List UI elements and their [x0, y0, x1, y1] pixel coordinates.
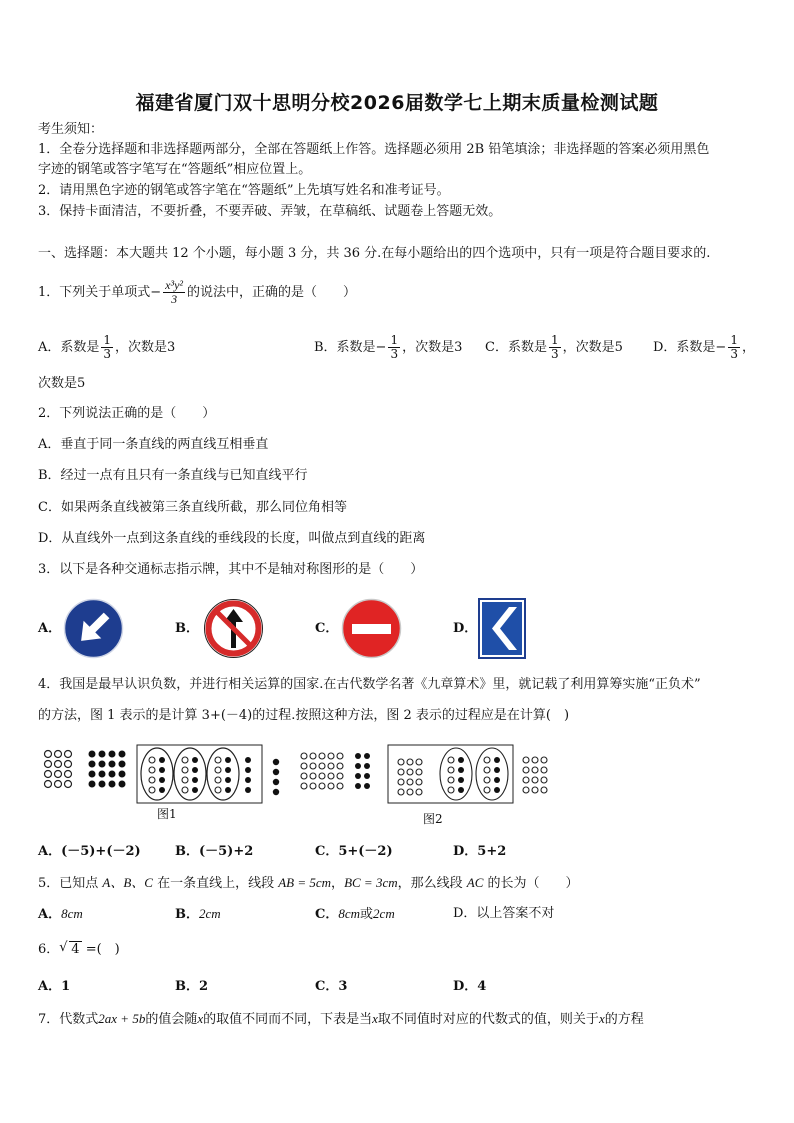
- q7-stem-d: 取不同值时对应的代数式的值，则关于: [377, 1012, 599, 1027]
- q1-option-d: [653, 334, 755, 361]
- question-6-stem: [38, 941, 120, 958]
- q2-option-d: D．从直线外一点到这条直线的垂线段的长度，叫做点到直线的距离: [38, 531, 426, 546]
- q6-option-b: B．2: [175, 979, 209, 994]
- q5-bc: BC = 3cm: [344, 875, 398, 890]
- q2-option-a: A．垂直于同一条直线的两直线互相垂直: [38, 437, 269, 452]
- q1-fraction: [163, 279, 185, 306]
- q4-option-d: D．5+2: [453, 844, 507, 859]
- q5-stem-c: ，那么线段: [397, 876, 467, 891]
- question-1-stem: [38, 279, 356, 306]
- q5-stem-a: 5．已知点: [38, 876, 103, 891]
- q5-c-value-1: 8cm: [338, 906, 361, 921]
- q5-b-pre: B．: [175, 907, 199, 922]
- q5-points: A、B、C: [102, 875, 153, 890]
- notice-item-1b: 字迹的钢笔或答字笔写在“答题纸”相应位置上。: [38, 162, 312, 177]
- q1-d-post: ，: [741, 340, 755, 355]
- q5-b-value: 2cm: [199, 906, 221, 921]
- figure-2-counting-rods: [298, 744, 556, 806]
- notice-heading: 考生须知：: [38, 122, 104, 137]
- q7-x-3: x: [598, 1011, 605, 1026]
- q5-a-pre: A．: [38, 907, 62, 922]
- question-4-line-2: 的方法，图 1 表示的是计算 3+(－4)的过程.按照这种方法，图 2 表示的过程应是在计算( ): [38, 708, 570, 723]
- q2-option-b: B．经过一点有且只有一条直线与已知直线平行: [38, 468, 308, 483]
- q1-c-pre: C．系数是: [485, 340, 547, 355]
- q1-a-num: 1: [103, 333, 112, 347]
- figure-1-label: 图1: [157, 807, 177, 821]
- q4-option-c: C．5+(－2): [315, 844, 393, 859]
- q5-option-a: [38, 905, 83, 923]
- q1-d-pre: D．系数是−: [653, 340, 727, 355]
- q1-frac-num: x³y²: [165, 278, 184, 292]
- q6-option-d: D．4: [453, 979, 487, 994]
- q1-option-a: [38, 334, 175, 361]
- q1-b-pre: B．系数是−: [314, 340, 387, 355]
- q5-c-or: 或: [360, 907, 374, 922]
- q3-option-d-label: D．: [453, 621, 478, 636]
- q1-b-den: 3: [390, 347, 399, 361]
- figure-2-label: 图2: [423, 812, 443, 826]
- q1-a-frac: [101, 334, 113, 361]
- q4-option-a: A．(－5)+(－2): [38, 844, 141, 859]
- figure-1-counting-rods: [40, 744, 285, 806]
- page-title: 福建省厦门双十思明分校2026届数学七上期末质量检测试题: [135, 92, 659, 114]
- q1-a-pre: A．系数是: [38, 340, 100, 355]
- q5-option-b: [175, 905, 221, 923]
- sqrt-icon: √: [59, 940, 68, 955]
- q7-stem-b: 的值会随: [145, 1012, 198, 1027]
- q1-c-frac: [549, 334, 561, 361]
- q1-a-post: ，次数是3: [115, 340, 176, 355]
- q5-ac: AC: [466, 875, 484, 890]
- q5-a-value: 8cm: [61, 906, 83, 921]
- q1-d-frac: [728, 334, 740, 361]
- q6-stem-b: =( ): [81, 942, 120, 957]
- notice-item-3: 3．保持卡面清洁，不要折叠，不要弄破、弄皱，在草稿纸、试题卷上答题无效。: [38, 204, 502, 219]
- q6-sqrt: [59, 941, 81, 958]
- q1-stem-b: 的说法中，正确的是（ ）: [187, 285, 357, 300]
- section-heading: 一、选择题：本大题共 12 个小题，每小题 3 分，共 36 分.在每小题给出的四个选项中，只有一项是符合题目要求的.: [38, 246, 711, 261]
- sign-b-no-straight-icon: [203, 598, 264, 659]
- sign-d-chevron-icon: [478, 598, 526, 659]
- q6-option-c: C．3: [315, 979, 348, 994]
- q1-a-den: 3: [103, 347, 112, 361]
- q3-option-c-label: C．: [315, 621, 339, 636]
- q1-b-num: 1: [390, 333, 399, 347]
- q7-stem-a: 7．代数式: [38, 1012, 99, 1027]
- question-5-stem: [38, 874, 579, 892]
- q5-ab: AB = 5cm: [278, 875, 332, 890]
- q7-stem-e: 的方程: [604, 1012, 644, 1027]
- q5-option-d: D．以上答案不对: [453, 906, 555, 921]
- q1-d-num: 1: [730, 333, 738, 347]
- q1-b-frac: [388, 334, 400, 361]
- q1-frac-den: 3: [171, 292, 178, 306]
- q1-stem-a: 1．下列关于单项式−: [38, 285, 162, 300]
- notice-item-2: 2．请用黑色字迹的钢笔或答字笔在“答题纸”上先填写姓名和准考证号。: [38, 183, 450, 198]
- q5-c-pre: C．: [315, 907, 339, 922]
- q7-x-2: x: [372, 1011, 378, 1026]
- q2-option-c: C．如果两条直线被第三条直线所截，那么同位角相等: [38, 500, 347, 515]
- notice-item-1a: 1．全卷分选择题和非选择题两部分，全部在答题纸上作答。选择题必须用 2B 铅笔填涂；非选择题的答案必须用黑色: [38, 142, 710, 157]
- q7-x-1: x: [197, 1011, 204, 1026]
- q5-stem-b: 在一条直线上，线段: [152, 876, 279, 891]
- q4-option-b: B．(－5)+2: [175, 844, 254, 859]
- q6-option-a: A．1: [38, 979, 71, 994]
- q7-expression: 2ax + 5b: [98, 1011, 146, 1026]
- q1-c-post: ，次数是5: [562, 340, 623, 355]
- question-7-stem: [38, 1010, 644, 1028]
- q1-option-b: [314, 334, 462, 361]
- question-3-stem: 3．以下是各种交通标志指示牌，其中不是轴对称图形的是（ ）: [38, 562, 424, 577]
- q1-c-den: 3: [550, 347, 559, 361]
- question-4-line-1: 4．我国是最早认识负数，并进行相关运算的国家.在古代数学名著《九章算术》里，就记载了利用算筹实施“正负术”: [38, 677, 701, 692]
- q5-sep: ，: [331, 876, 345, 891]
- q1-option-c: [485, 334, 623, 361]
- sign-a-keep-left-icon: [63, 598, 124, 659]
- q5-stem-d: 的长为（ ）: [483, 876, 579, 891]
- q6-stem-a: 6．: [38, 942, 60, 957]
- q6-radicand: 4: [71, 942, 80, 957]
- sign-c-no-entry-icon: [341, 598, 402, 659]
- q3-option-b-label: B．: [175, 621, 199, 636]
- q5-c-value-2: 2cm: [373, 906, 395, 921]
- q7-stem-c: 的取值不同而不同，下表是当: [203, 1012, 373, 1027]
- q1-c-num: 1: [550, 333, 559, 347]
- q3-option-a-label: A．: [38, 621, 62, 636]
- q1-option-d-continued: 次数是5: [38, 376, 86, 391]
- q1-b-post: ，次数是3: [402, 340, 463, 355]
- q5-option-c: [315, 905, 395, 923]
- q1-d-den: 3: [730, 347, 738, 361]
- question-2-stem: 2．下列说法正确的是（ ）: [38, 406, 216, 421]
